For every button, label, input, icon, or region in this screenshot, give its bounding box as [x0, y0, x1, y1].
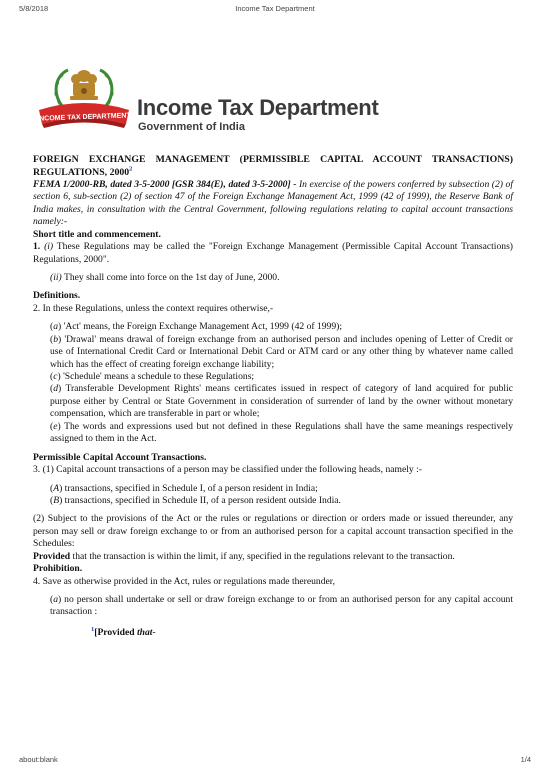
- definition-b: (b) 'Drawal' means drawal of foreign exchange from an authorised person and includes opening of Letter of Credit or use of International Credit Card or International Debit Card or ATM card or any other thing by whatever name called which has the effect of creating foreign exchange liability;: [50, 333, 513, 370]
- proviso: $^1$[Provided that-: [91, 625, 156, 638]
- definition-d: (d) Transferable Development Rights' means certificates issued in respect of category of land acquired for public purpose either by Central or State Government in consideration of surrender of land by the owner without monetary compensation, which are transferable in part or whole;: [50, 383, 513, 420]
- department-logo[interactable]: [34, 62, 379, 142]
- proviso-footnote-link[interactable]: 1: [91, 625, 95, 633]
- section-heading-short-title: Short title and commencement.: [33, 228, 161, 240]
- print-footer: [19, 755, 531, 767]
- clause-3-B: (B) transactions, specified in Schedule II, of a person resident outside India.: [50, 494, 341, 506]
- clause-4-intro: 4. Save as otherwise provided in the Act, rules or regulations made thereunder,: [33, 575, 335, 587]
- clause-3-A: (A) transactions, specified in Schedule I, of a person resident in India;: [50, 482, 318, 494]
- definition-a: (a) 'Act' means, the Foreign Exchange Management Act, 1999 (42 of 1999);: [50, 321, 343, 333]
- definition-c: (c) 'Schedule' means a schedule to these Regulations;: [50, 371, 255, 383]
- department-subtitle: Government of India: [138, 121, 245, 133]
- section-heading-prohibition: Prohibition.: [33, 562, 83, 574]
- title-footnote-link[interactable]: 2: [129, 165, 133, 173]
- definition-e: (e) The words and expressions used but not defined in these Regulations shall have the same meanings respectively assigned to them in the Act.: [50, 420, 513, 445]
- document-title: FOREIGN EXCHANGE MANAGEMENT (PERMISSIBLE CAPITAL ACCOUNT TRANSACTIONS) REGULATIONS, 2000$^2$: [33, 154, 513, 178]
- section-heading-definitions: Definitions.: [33, 290, 81, 302]
- print-date: 5/8/2018: [19, 4, 49, 13]
- section-heading-permissible: Permissible Capital Account Transactions.: [33, 451, 207, 463]
- clause-1-ii: (ii) They shall come into force on the 1st day of June, 2000.: [50, 272, 280, 284]
- print-url: about:blank: [19, 755, 58, 764]
- clause-3-proviso: Provided that the transaction is within the limit, if any, specified in the regulations relevant to the transaction.: [33, 550, 455, 562]
- department-name: Income Tax Department: [137, 95, 379, 120]
- svg-text:INCOME TAX DEPARTMENT: INCOME TAX DEPARTMENT: [37, 112, 131, 123]
- print-header: [19, 4, 531, 16]
- clause-1-i: 1. (i) These Regulations may be called the "Foreign Exchange Management (Permissible Capital Account Transactions) Regulations, 2000".: [33, 241, 513, 265]
- clause-4-a: (a) no person shall undertake or sell or draw foreign exchange to or from an authorised person for any capital account transaction :: [50, 593, 513, 618]
- clause-3-1: 3. (1) Capital account transactions of a person may be classified under the following heads, namely :-: [33, 464, 422, 476]
- document-body: [33, 153, 513, 639]
- emblem-icon: [34, 62, 134, 142]
- preamble: FEMA 1/2000-RB, dated 3-5-2000 [GSR 384(E), dated 3-5-2000] - In exercise of the powers conferred by subsection (2) of section 6, sub-section (2) of section 47 of the Foreign Exchange Management Act, 1999 (42 of 1999), the Reserve Bank of India makes, in consultation with the Central Government, following regulations relating to capital account transactions namely:-: [33, 179, 513, 228]
- print-title: Income Tax Department: [235, 4, 315, 13]
- page-number: 1/4: [520, 755, 531, 764]
- clause-2-intro: 2. In these Regulations, unless the context requires otherwise,-: [33, 303, 274, 315]
- clause-3-2: (2) Subject to the provisions of the Act or the rules or regulations or direction or orders made or issued thereunder, any person may sell or draw foreign exchange to or from an authorised person for a capital account transaction specified in the Schedules:: [33, 513, 513, 550]
